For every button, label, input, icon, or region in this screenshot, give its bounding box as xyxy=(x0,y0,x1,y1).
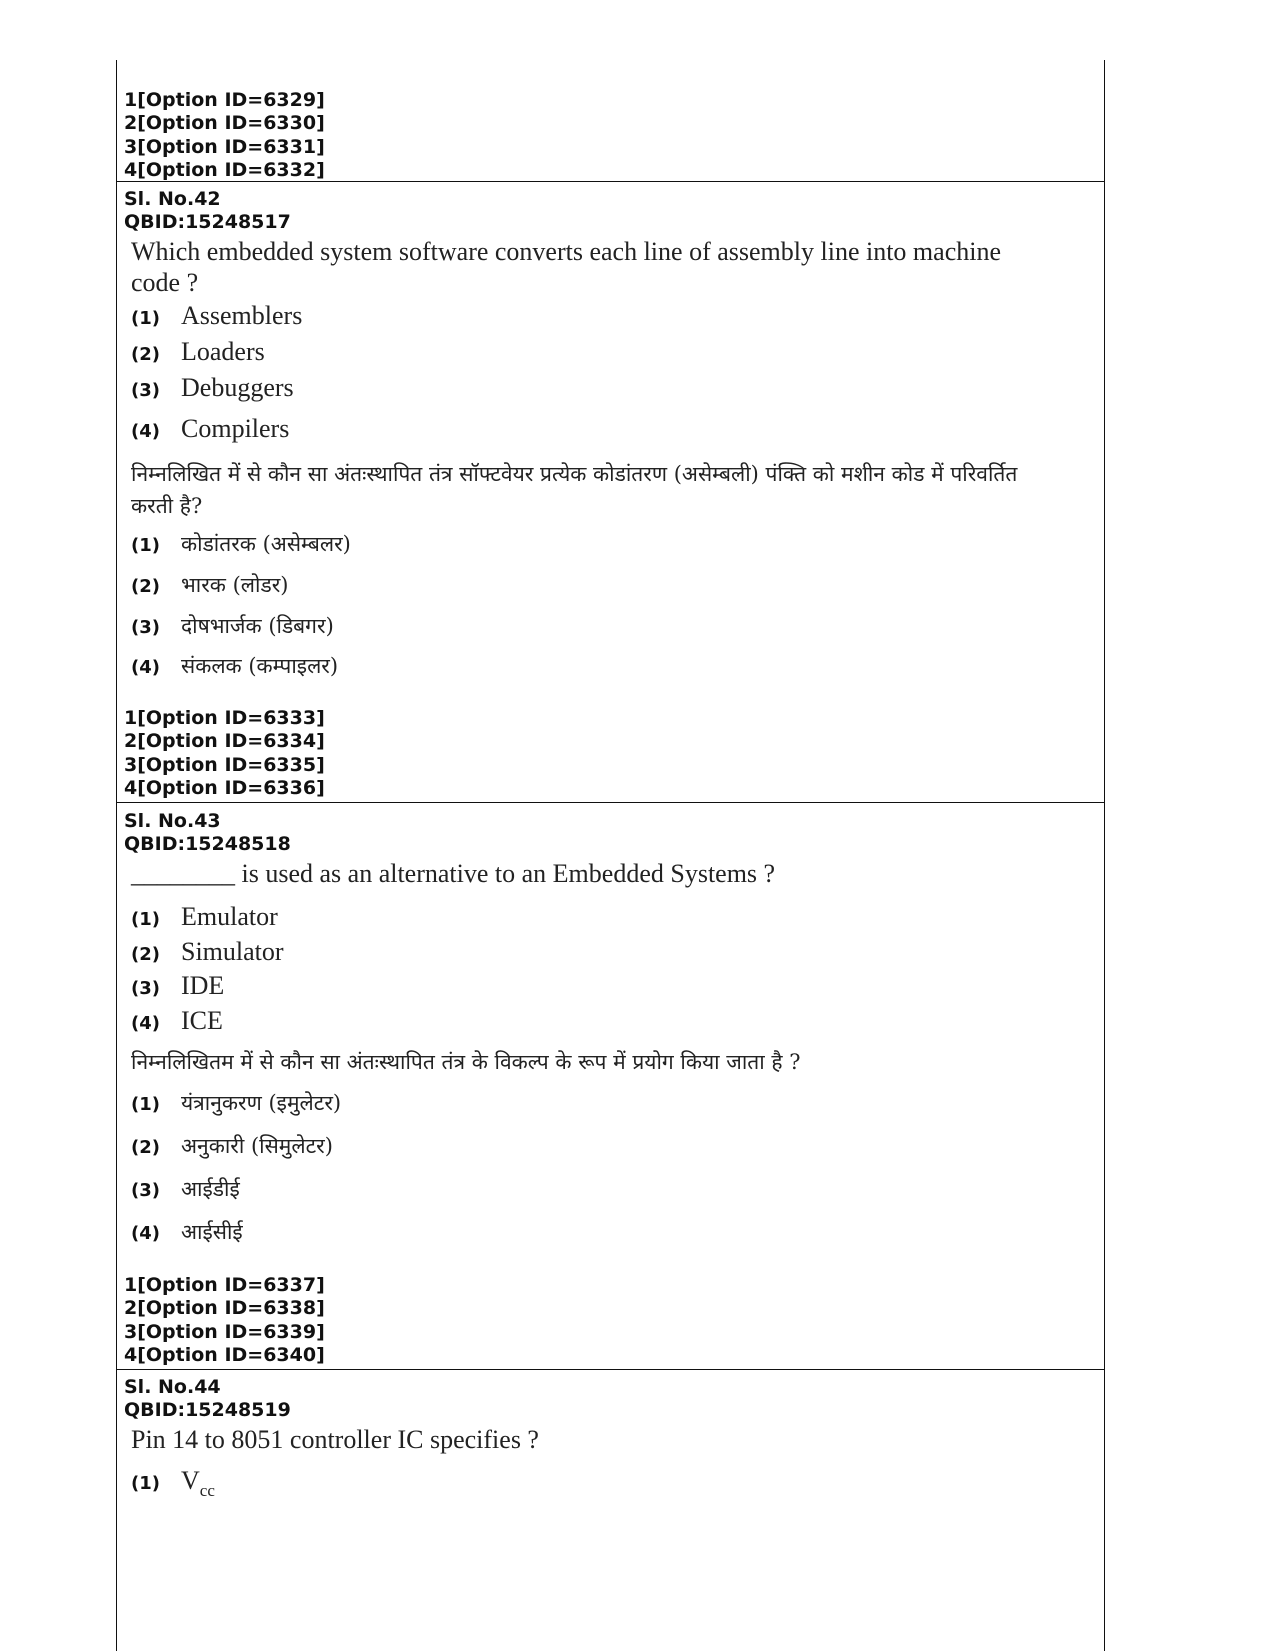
english-option xyxy=(131,971,224,1001)
english-option xyxy=(131,337,265,367)
hindi-question: निम्नलिखित में से कौन सा अंतःस्थापित तंत्र सॉफ्टवेयर प्रत्येक कोडांतरण (असेम्बली) पंक्ति को मशीन कोड में परिवर्तित करती है? xyxy=(131,462,1018,518)
option-number: (1) xyxy=(131,535,160,556)
option-id: 3[Option ID=6339] xyxy=(124,1320,325,1343)
option-text: Debuggers xyxy=(181,373,294,402)
option-id: 3[Option ID=6331] xyxy=(124,135,325,158)
english-option xyxy=(131,301,302,331)
english-question: Which embedded system software converts each line of assembly line into machine code ? xyxy=(131,237,1001,297)
option-number: (4) xyxy=(131,657,160,678)
option-text: संकलक (कम्पाइलर) xyxy=(181,654,339,678)
option-text: ICE xyxy=(181,1006,223,1035)
option-subscript: cc xyxy=(199,1481,215,1500)
option-text: Compilers xyxy=(181,414,290,443)
question-sheet xyxy=(116,60,1105,1651)
option-number: (3) xyxy=(131,617,160,638)
option-number: (3) xyxy=(131,978,160,999)
option-text: Assemblers xyxy=(181,301,303,330)
qbid: QBID:15248518 xyxy=(124,833,291,856)
hindi-option xyxy=(131,530,351,558)
english-option xyxy=(131,1006,223,1036)
english-option xyxy=(131,414,289,444)
hindi-option xyxy=(131,1132,333,1160)
serial-number: Sl. No.44 xyxy=(124,1376,221,1398)
english-question: Pin 14 to 8051 controller IC specifies ? xyxy=(131,1425,539,1454)
hindi-question: निम्नलिखितम में से कौन सा अंतःस्थापित तंत्र के विकल्प के रूप में प्रयोग किया जाता है ? xyxy=(131,1050,801,1074)
english-option xyxy=(131,937,284,967)
option-id: 4[Option ID=6340] xyxy=(124,1343,325,1366)
option-text: दोषभार्जक (डिबगर) xyxy=(181,614,334,638)
serial-number: Sl. No.42 xyxy=(124,188,221,210)
option-number: (2) xyxy=(131,344,160,365)
option-text: Simulator xyxy=(181,937,284,966)
option-id-list xyxy=(117,89,1104,182)
option-text: Emulator xyxy=(181,902,278,931)
english-option xyxy=(131,902,278,932)
english-question: ________ is used as an alternative to an Embedded Systems ? xyxy=(131,859,776,888)
option-symbol: V xyxy=(181,1466,200,1495)
option-text: कोडांतरक (असेम्बलर) xyxy=(181,532,351,556)
english-option xyxy=(131,1466,215,1501)
divider xyxy=(117,802,1104,803)
option-number: (1) xyxy=(131,1094,160,1115)
option-number: (1) xyxy=(131,308,160,329)
option-number: (3) xyxy=(131,380,160,401)
option-text: भारक (लोडर) xyxy=(181,573,289,597)
option-number: (4) xyxy=(131,421,160,442)
option-id-list xyxy=(117,707,1104,800)
option-id: 2[Option ID=6338] xyxy=(124,1297,325,1320)
option-number: (2) xyxy=(131,944,160,965)
option-id: 1[Option ID=6337] xyxy=(124,1274,325,1296)
option-text: IDE xyxy=(181,971,225,1000)
option-number: (4) xyxy=(131,1223,160,1244)
serial-number: Sl. No.43 xyxy=(124,810,221,832)
option-id: 2[Option ID=6330] xyxy=(124,112,325,135)
hindi-option xyxy=(131,612,334,640)
option-number: (2) xyxy=(131,576,160,597)
qbid: QBID:15248517 xyxy=(124,211,291,234)
hindi-option xyxy=(131,1089,341,1117)
option-id: 1[Option ID=6329] xyxy=(124,89,325,111)
option-number: (1) xyxy=(131,1473,160,1494)
qbid: QBID:15248519 xyxy=(124,1399,291,1422)
option-text xyxy=(181,1466,215,1501)
option-text: आईडीई xyxy=(181,1177,240,1201)
hindi-option xyxy=(131,1175,240,1203)
divider xyxy=(117,181,1104,182)
hindi-option xyxy=(131,1218,243,1246)
option-text: अनुकारी (सिमुलेटर) xyxy=(181,1134,333,1158)
option-id: 4[Option ID=6336] xyxy=(124,776,325,799)
question-header xyxy=(117,810,1104,857)
english-option xyxy=(131,373,294,403)
hindi-option xyxy=(131,571,288,599)
option-text: यंत्रानुकरण (इमुलेटर) xyxy=(181,1091,342,1115)
option-number: (1) xyxy=(131,909,160,930)
option-id: 4[Option ID=6332] xyxy=(124,158,325,181)
hindi-option xyxy=(131,652,338,680)
option-id: 3[Option ID=6335] xyxy=(124,753,325,776)
option-text: आईसीई xyxy=(181,1220,243,1244)
question-header xyxy=(117,188,1104,235)
option-number: (3) xyxy=(131,1180,160,1201)
option-text: Loaders xyxy=(181,337,265,366)
option-id: 1[Option ID=6333] xyxy=(124,707,325,729)
option-number: (2) xyxy=(131,1137,160,1158)
option-id-list xyxy=(117,1274,1104,1367)
divider xyxy=(117,1369,1104,1370)
option-number: (4) xyxy=(131,1013,160,1034)
option-id: 2[Option ID=6334] xyxy=(124,730,325,753)
question-header xyxy=(117,1376,1104,1423)
